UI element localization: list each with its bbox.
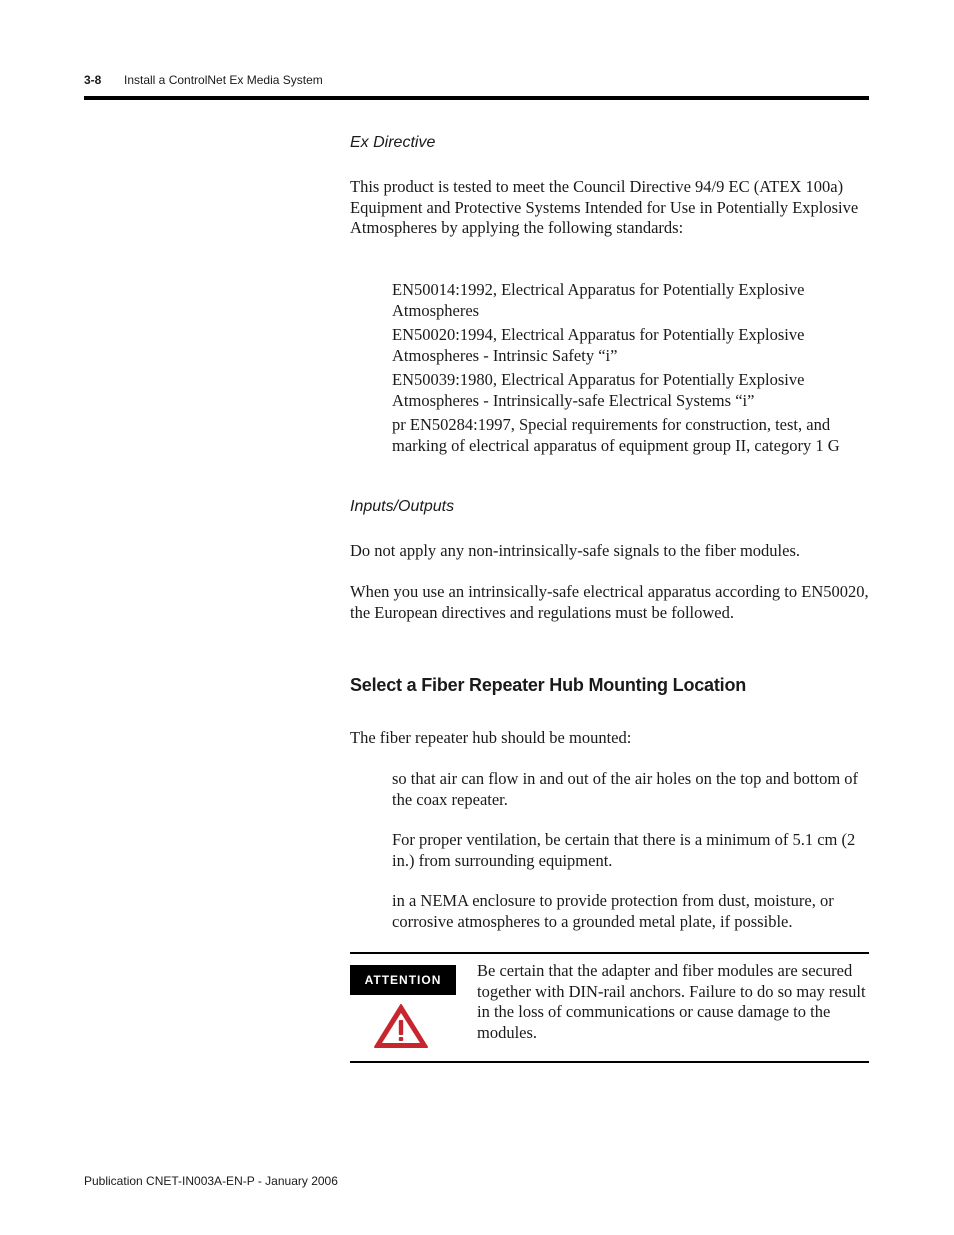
mounting-item: in a NEMA enclosure to provide protection from dust, moisture, or corrosive atmospheres to a grounded metal plate, if possible. — [392, 891, 834, 931]
publication-footer: Publication CNET-IN003A-EN-P - January 2006 — [84, 1174, 338, 1188]
inputs-outputs-heading: Inputs/Outputs — [350, 498, 455, 515]
page-number: 3-8 — [84, 73, 102, 87]
ex-directive-intro: This product is tested to meet the Council Directive 94/9 EC (ATEX 100a) Equipment and Protective Systems Intended for Use in Potentially Explosive Atmospheres by applying the following standards: — [350, 177, 859, 237]
standard-item: EN50020:1994, Electrical Apparatus for Potentially Explosive Atmospheres - Intrinsic Safety “i” — [392, 325, 805, 365]
warning-triangle-icon — [373, 1003, 429, 1049]
attention-bottom-rule — [350, 1061, 869, 1063]
mounting-heading: Select a Fiber Repeater Hub Mounting Location — [350, 675, 747, 695]
standard-item: EN50014:1992, Electrical Apparatus for Potentially Explosive Atmospheres — [392, 280, 805, 320]
mounting-item: so that air can flow in and out of the air holes on the top and bottom of the coax repeater. — [392, 769, 859, 809]
standard-item: EN50039:1980, Electrical Apparatus for Potentially Explosive Atmospheres - Intrinsically-safe Electrical Systems “i” — [392, 370, 805, 410]
header-rule — [84, 96, 869, 100]
inputs-outputs-para-1: Do not apply any non-intrinsically-safe signals to the fiber modules. — [350, 541, 800, 560]
attention-top-rule — [350, 952, 869, 954]
mounting-intro: The fiber repeater hub should be mounted: — [350, 728, 632, 747]
chapter-title: Install a ControlNet Ex Media System — [124, 73, 323, 87]
mounting-item: For proper ventilation, be certain that there is a minimum of 5.1 cm (2 in.) from surrounding equipment. — [392, 830, 856, 870]
ex-directive-heading: Ex Directive — [350, 134, 436, 151]
inputs-outputs-para-2: When you use an intrinsically-safe electrical apparatus according to EN50020, the European directives and regulations must be followed. — [350, 582, 869, 622]
attention-badge: ATTENTION — [350, 965, 456, 995]
attention-text: Be certain that the adapter and fiber modules are secured together with DIN-rail anchors. Failure to do so may result in the loss of communications or cause damage to the modules. — [477, 961, 866, 1042]
standard-item: pr EN50284:1997, Special requirements for construction, test, and marking of electrical apparatus of equipment group II, category 1 G — [392, 415, 840, 455]
